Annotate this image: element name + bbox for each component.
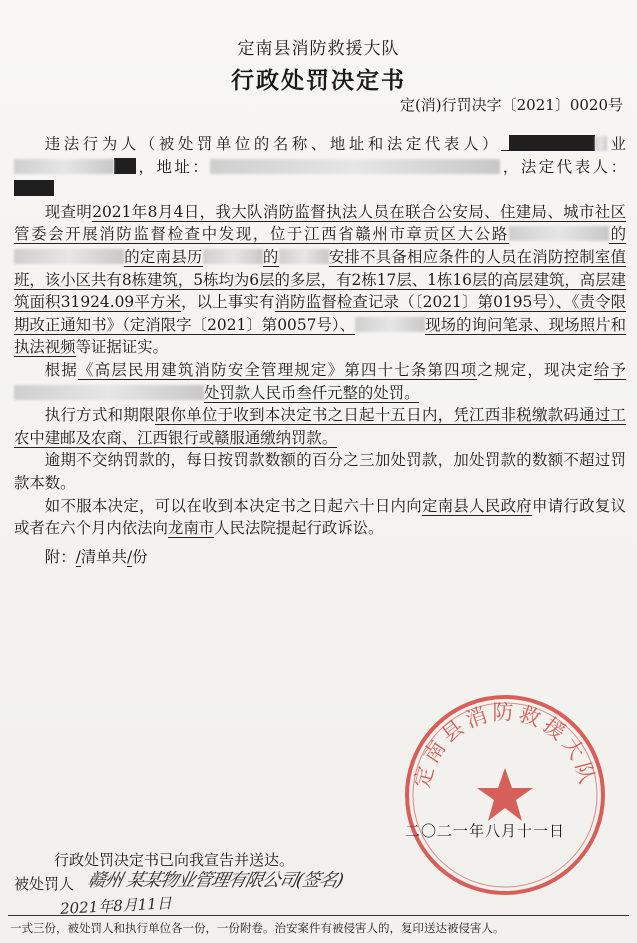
facts-paragraph: 现查明2021年8月4日，我大队消防监督执法人员在联合公安局、住建局、城市社区管委会开展消防监督检查中发现，位于江西省赣州市章贡区大公路 的的定南县历 的 安排不具备相应条件的人员在消防控制室值班，该小区共有8栋建筑，5栋均为6层的多层，有2栋17层、1栋16层的高层建筑，高层建筑面积31924.09平方米，以上事实有消防监督检查记录（〔2021〕第0195号）、《责令限期改正通知书》（定消限字〔2021〕第0057号）、 现场的询问笔录、现场照片和执法视频等证据证实。 <box>14 202 626 357</box>
offender-paragraph: 违法行为人（被处罚单位的名称、地址和法定代表人） 业，地址： ，法定代表人： <box>14 133 626 201</box>
execution-paragraph: 执行方式和期限限你单位于收到本决定书之日起十五日内，凭江西非税缴款码通过工农中建邮及农商、江西银行或赣服通缴纳罚款。 <box>14 406 626 447</box>
document-number: 定(消)行罚决字〔2021〕0020号 <box>399 96 623 114</box>
recipient-label: 被处罚人 <box>14 875 75 893</box>
document-body <box>14 133 626 568</box>
served-statement: 行政处罚决定书已向我宣告并送达。 <box>54 851 295 869</box>
redacted-address <box>210 159 500 174</box>
handwritten-signature: 赣州 某某物业管理有限公司(签名) <box>85 870 345 891</box>
issue-date: 二〇二一年八月十一日 <box>405 822 566 840</box>
document-title: 行政处罚决定书 <box>231 67 406 94</box>
overdue-paragraph: 逾期不交纳罚款的，每日按罚款数额的百分之三加处罚款，加处罚款的数额不超过罚款本数。 <box>14 451 626 492</box>
footer-divider <box>8 915 629 916</box>
redacted-org <box>14 159 114 174</box>
redacted-party <box>14 385 204 400</box>
footer-note: 一式三份，被处罚人和执行单位各一份，一份附卷。治安案件有被侵害人的，复印送达被侵害人。 <box>10 921 505 935</box>
svg-text:定南县消防救援大队 <box>410 701 600 790</box>
handwritten-date: 2021年8月11日 <box>59 894 173 918</box>
redacted-name <box>509 135 595 151</box>
seal-text: 定南县消防救援大队 <box>409 700 601 791</box>
issuing-organization: 定南县消防救援大队 <box>237 39 400 59</box>
redacted-legal-rep <box>14 180 54 196</box>
official-seal-stamp <box>400 690 610 900</box>
legal-basis-paragraph: 根据《高层民用建筑消防安全管理规定》第四十七条第四项之规定，现决定给予处罚款人民币叁仟元整的处罚。 <box>14 359 626 404</box>
attachment-line: 附：/清单共/份 <box>44 547 148 566</box>
appeal-paragraph: 如不服本决定，可以在收到本决定书之日起六十日内向定南县人民政府申请行政复议或者在六个月内依法向龙南市人民法院提起行政诉讼。 <box>14 496 626 538</box>
